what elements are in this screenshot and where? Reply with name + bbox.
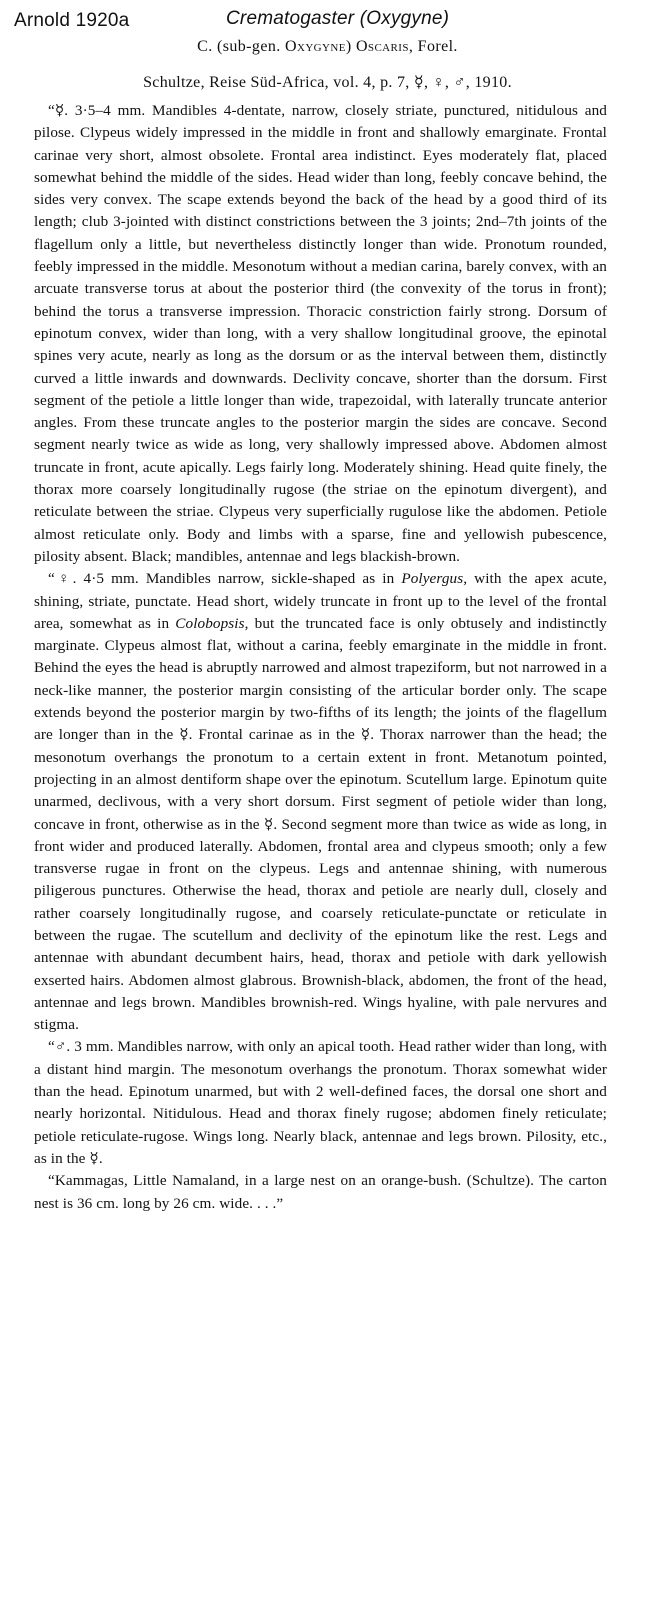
genus-colobopsis: Colobopsis [175, 614, 245, 632]
worker-description: “☿. 3·5–4 mm. Mandibles 4-dentate, narrow, closely striate, punctured, nitidulous and pilose. Clypeus widely impressed in the middle in front and shallowly emarginate. Frontal carinae very short, almost obsolete. Frontal area indistinct. Eyes moderately flat, placed somewhat behind the middle of the sides. Head wider than long, feebly concave behind, the sides very convex. The scape extends beyond the back of the head by a good third of its length; club 3-jointed with distinct constrictions between the 3 joints; 2nd–7th joints of the flagellum only a little, but nevertheless distinctly longer than wide. Pronotum rounded, feebly impressed in the middle. Mesonotum without a median carina, barely convex, with an arcuate transverse torus at about the posterior third (the convexity of the torus in front); behind the torus a transverse impression. Thoracic constriction fairly strong. Dorsum of epinotum convex, wider than long, with a very shallow longitudinal groove, the epinotal spines very acute, nearly as long as the dorsum or as the interval between them, distinctly curved a little inwards and downwards. Declivity concave, shorter than the dorsum. First segment of the petiole a little longer than wide, trapezoidal, with laterally truncate anterior angles. From these truncate angles to the posterior margin the sides are concave. Second segment nearly twice as wide as long, very shallowly impressed above. Abdomen almost truncate in front, acute apically. Legs fairly long. Moderately shining. Head quite finely, the thorax more coarsely longitudinally rugose (the striae on the epinotum divergent), and reticulate between the striae. Clypeus very superficially rugulose like the abdomen. Petiole almost reticulate only. Body and limbs with a sparse, fine and yellowish pubescence, pilosity absent. Black; mandibles, antennae and legs blackish-brown. [34, 102, 607, 565]
literature-reference: Schultze, Reise Süd-Africa, vol. 4, p. 7, ☿, ♀, ♂, 1910. [143, 74, 512, 91]
locality-note: “Kammagas, Little Namaland, in a large nest on an orange-bush. (Schultze). The carton nest is 36 cm. long by 26 cm. wide. . . .” [34, 1172, 607, 1212]
female-description [34, 568, 607, 1036]
female-text-part-2: , with the apex acute, shining, striate, punctate. Head short, widely truncate in front up to the level of the frontal area, somewhat as in [34, 570, 608, 632]
species-heading [0, 38, 655, 56]
citation-short: Arnold 1920a [14, 10, 130, 31]
header-taxon-title: Crematogaster (Oxygyne) [226, 8, 450, 29]
species-author: Forel. [417, 38, 458, 55]
subgenus-name: Oxygyne) [285, 38, 352, 55]
genus-polyergus: Polyergus [401, 570, 464, 588]
subgenus-open: (sub-gen. [217, 38, 281, 55]
female-text-part-1: “♀. 4·5 mm. Mandibles narrow, sickle-shaped as in [48, 570, 402, 588]
description-body [34, 100, 607, 1215]
female-text-part-3: , but the truncated face is only obtusely and indistinctly marginate. Clypeus almost flat, without a carina, feebly emarginate in the middle in front. Behind the eyes the head is abruptly narrowed and almost trapeziform, but not narrowed in a neck-like manner, the posterior margin consisting of the articular border only. The scape extends beyond the posterior margin by two-fifths of its length; the joints of the flagellum are longer than in the ☿. Frontal carinae as in the ☿. Thorax narrower than the head; the mesonotum overhangs the pronotum to a certain extent in front. Metanotum pointed, projecting in an almost dentiform shape over the epinotum. Scutellum large. Epinotum quite unarmed, declivous, with a very short dorsum. First segment of petiole wider than long, concave in front, otherwise as in the ☿. Second segment more than twice as wide as long, in front wider and produced laterally. Abdomen, frontal area and clypeus smooth; only a few transverse rugae in front on the clypeus. Legs and antennae shining, with numerous piligerous punctures. Otherwise the head, thorax and petiole are nearly dull, closely and rather coarsely longitudinally rugose, and coarsely reticulate-punctate or reticulate in between the rugae. The scutellum and declivity of the epinotum like the rest. Legs and antennae with abundant decumbent hairs, head, thorax and petiole with dark yellowish exserted hairs. Abdomen almost glabrous. Brownish-black, abdomen, the front of the head, antennae and legs brown. Mandibles brownish-red. Wings hyaline, with pale nervures and stigma. [34, 614, 607, 1034]
species-name: Oscaris, [355, 38, 414, 55]
genus-abbrev: C. [197, 38, 213, 55]
page-header [8, 6, 648, 32]
male-description: “♂. 3 mm. Mandibles narrow, with only an apical tooth. Head rather wider than long, with a distant hind margin. The mesonotum overhangs the pronotum. Thorax somewhat wider than the head. Epinotum unarmed, but with 2 well-defined faces, the dorsal one short and nearly horizontal. Nitidulous. Head and thorax finely rugose; abdomen finely reticulate; petiole reticulate-rugose. Wings long. Nearly black, antennae and legs brown. Pilosity, etc., as in the ☿. [34, 1038, 607, 1167]
